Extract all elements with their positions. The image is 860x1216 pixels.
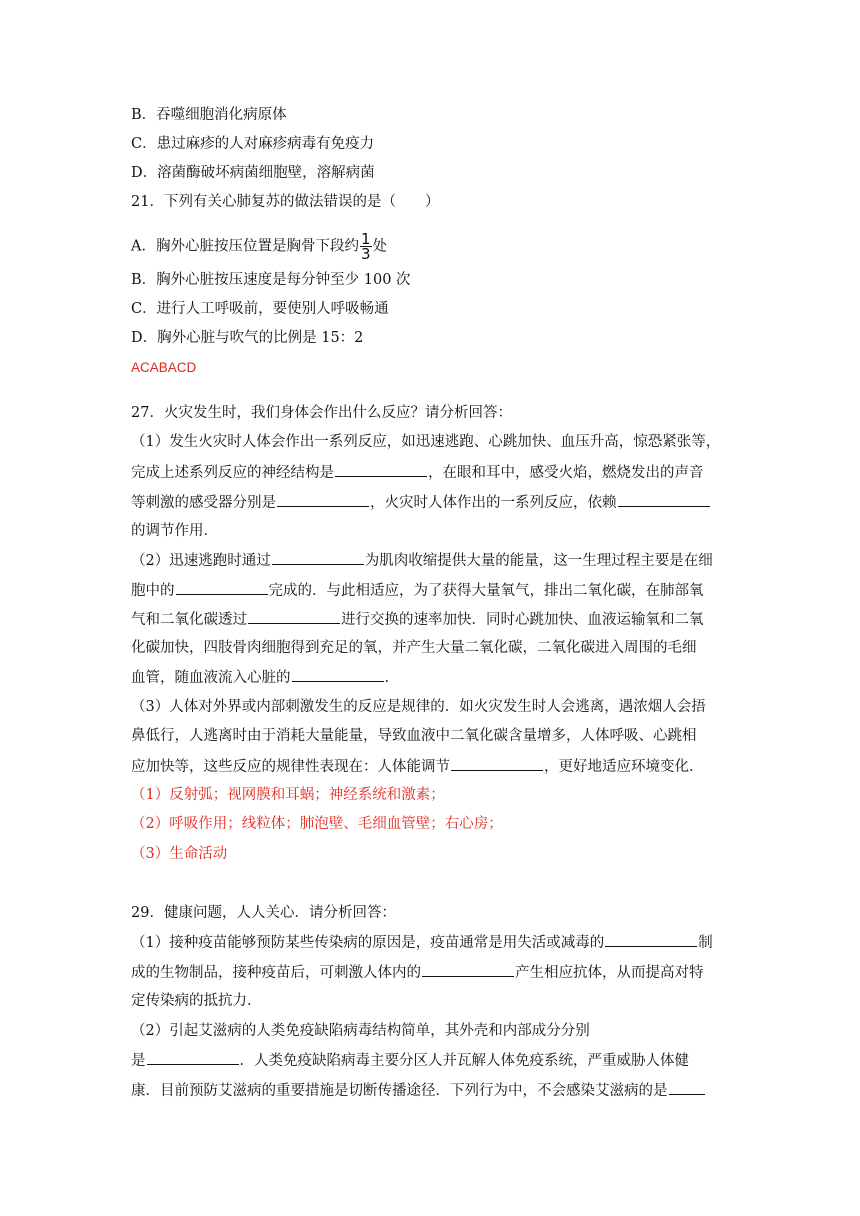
q27-part2-line5: [131, 667, 399, 688]
q27-part2-line1: [131, 550, 713, 571]
q20-option-b: B．吞噬细胞消化病原体: [131, 107, 287, 123]
q27-answer-3: （3）生命活动: [131, 846, 228, 862]
fraction: [360, 232, 372, 261]
answer-blank: [422, 962, 514, 977]
text-span: 进行交换的速率加快．同时心跳加快、血液运输氧和二氧: [341, 612, 704, 628]
text-span: ，在眼和耳中，感受火焰，燃烧发出的声音: [428, 465, 704, 481]
q21-option-a-suffix: 处: [372, 238, 388, 255]
q21-stem: 21．下列有关心肺复苏的做法错误的是（ ）: [131, 194, 440, 210]
q27-part1-line2: [131, 462, 704, 483]
text-span: 成的生物制品，接种疫苗后，可刺激人体内的: [131, 965, 421, 981]
text-span: 应加快等，这些反应的规律性表现在：人体能调节: [131, 759, 450, 775]
q29-part1-line1: [131, 932, 713, 953]
q29-part2-line1: （2）引起艾滋病的人类免疫缺陷病毒结构简单，其外壳和内部成分分别: [131, 1023, 590, 1039]
answer-code: ACABACD: [131, 360, 197, 375]
answer-blank: [669, 1080, 705, 1095]
q29-part1-line2: [131, 962, 704, 983]
answer-blank: [176, 580, 268, 595]
answer-blank: [335, 462, 427, 477]
q27-part3-line1: （3）人体对外界或内部刺激发生的反应是规律的．如火灾发生时人会逃离，遇浓烟人会捂: [131, 699, 706, 715]
text-span: 产生相应抗体，从而提高对特: [515, 965, 704, 981]
text-span: 血管，随血液流入心脏的: [131, 670, 291, 686]
q21-option-c: C．进行人工呼吸前，要使别人呼吸畅通: [131, 301, 389, 317]
text-span: 完成的．与此相适应，为了获得大量氧气，排出二氧化碳，在肺部氧: [268, 583, 704, 599]
q21-option-a: [131, 232, 387, 261]
text-span: ．: [384, 670, 399, 686]
answer-blank: [451, 756, 543, 771]
q20-option-d: D．溶菌酶破坏病菌细胞壁，溶解病菌: [131, 165, 375, 181]
text-span: 等刺激的感受器分别是: [131, 495, 276, 511]
answer-blank: [272, 550, 364, 565]
q27-part3-line3: [131, 756, 704, 777]
text-span: 制: [698, 935, 713, 951]
q27-part1-line1: （1）发生火灾时人体会作出一系列反应，如迅速逃跑、心跳加快、血压升高，惊恐紧张等，: [131, 434, 721, 450]
text-span: 为肌肉收缩提供大量的能量，这一生理过程主要是在细: [364, 553, 713, 569]
answer-blank: [147, 1050, 239, 1065]
text-span: 康．目前预防艾滋病的重要措施是切断传播途径．下列行为中，不会感染艾滋病的是: [131, 1083, 668, 1099]
q27-part1-line3: [131, 492, 711, 513]
q27-part3-line2: 鼻低行，人逃离时由于消耗大量能量，导致血液中二氧化碳含量增多，人体呼吸、心跳相: [131, 728, 697, 744]
q29-part1-line3: 定传染病的抵抗力．: [131, 993, 262, 1009]
answer-blank: [618, 492, 710, 507]
answer-blank: [605, 932, 697, 947]
text-span: （1）接种疫苗能够预防某些传染病的原因是，疫苗通常是用失活或减毒的: [131, 935, 605, 951]
text-span: ，火灾时人体作出的一系列反应，依赖: [370, 495, 617, 511]
q27-answer-1: （1）反射弧；视网膜和耳蜗；神经系统和激素；: [131, 787, 445, 803]
q21-option-a-text: A．胸外心脏按压位置是胸骨下段约: [131, 238, 359, 255]
answer-blank: [292, 667, 384, 682]
q27-part2-line4: 化碳加快，四肢骨肉细胞得到充足的氧，并产生大量二氧化碳，二氧化碳进入周围的毛细: [131, 640, 697, 656]
text-span: ，更好地适应环境变化．: [544, 759, 704, 775]
q29-part2-line3: [131, 1080, 706, 1101]
q21-option-b: B．胸外心脏按压速度是每分钟至少 100 次: [131, 272, 411, 288]
q27-part1-line4: 的调节作用．: [131, 523, 218, 539]
answer-blank: [248, 609, 340, 624]
answer-blank: [277, 492, 369, 507]
text-span: ．人类免疫缺陷病毒主要分区人并瓦解人体免疫系统，严重威胁人体健: [239, 1053, 689, 1069]
q29-stem: 29．健康问题，人人关心．请分析回答：: [131, 905, 396, 921]
q29-part2-line2: [131, 1050, 689, 1071]
text-span: 是: [131, 1053, 146, 1069]
text-span: 完成上述系列反应的神经结构是: [131, 465, 334, 481]
q27-stem: 27．火灾发生时，我们身体会作出什么反应？请分析回答：: [131, 405, 512, 421]
q21-option-d: D．胸外心脏与吹气的比例是 15：2: [131, 330, 364, 346]
text-span: 胞中的: [131, 583, 175, 599]
text-span: （2）迅速逃跑时通过: [131, 553, 271, 569]
q27-part2-line3: [131, 609, 704, 630]
q27-answer-2: （2）呼吸作用；线粒体；肺泡壁、毛细血管壁；右心房；: [131, 816, 503, 832]
text-span: 气和二氧化碳透过: [131, 612, 247, 628]
q20-option-c: C．患过麻疹的人对麻疹病毒有免疫力: [131, 136, 375, 152]
q27-part2-line2: [131, 580, 704, 601]
fraction-numerator: 1: [360, 230, 371, 248]
fraction-denominator: 3: [360, 245, 371, 263]
